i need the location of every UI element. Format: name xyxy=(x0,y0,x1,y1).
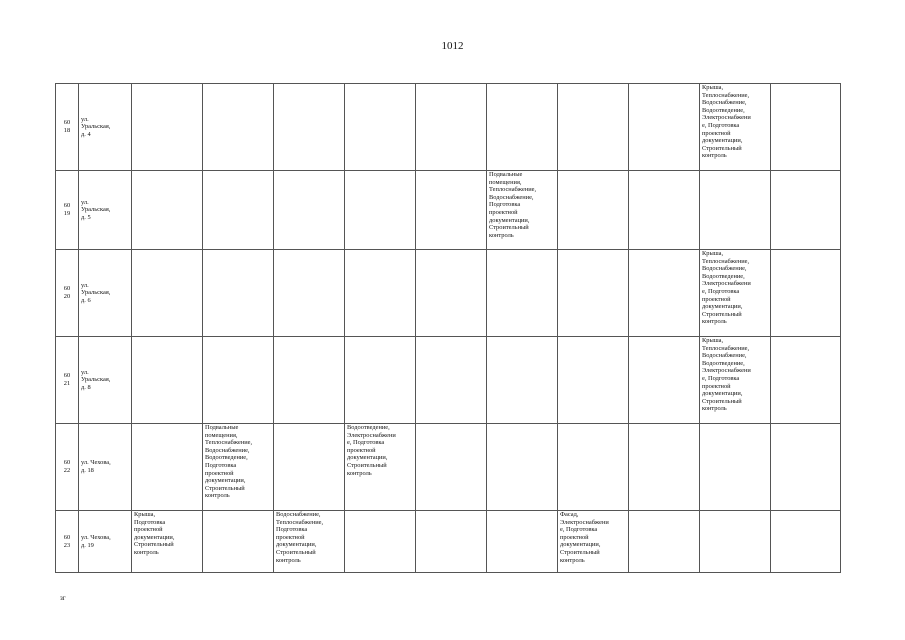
works-cell xyxy=(345,337,416,424)
works-cell xyxy=(416,250,487,337)
footer-mark: зг xyxy=(60,594,66,602)
works-cell xyxy=(345,250,416,337)
works-cell xyxy=(629,511,700,573)
works-cell xyxy=(132,250,203,337)
address-cell: ул. Уральская, д. 6 xyxy=(79,250,132,337)
works-cell xyxy=(203,511,274,573)
housing-works-table xyxy=(55,83,841,573)
works-cell xyxy=(558,84,629,171)
works-cell xyxy=(203,337,274,424)
works-cell xyxy=(558,337,629,424)
row-number-cell: 60 23 xyxy=(56,511,79,573)
works-cell: Крыша, Теплоснабжение, Водоснабжение, Водоотведение, Электроснабжени е, Подготовка проектной документации, Строительный контроль xyxy=(700,84,771,171)
works-cell: Подвальные помещения, Теплоснабжение, Водоснабжение, Водоотведение, Подготовка проектной документации, Строительный контроль xyxy=(203,424,274,511)
works-cell xyxy=(345,84,416,171)
works-cell xyxy=(771,424,841,511)
works-cell xyxy=(558,171,629,250)
works-cell xyxy=(629,337,700,424)
works-cell: Крыша, Подготовка проектной документации, Строительный контроль xyxy=(132,511,203,573)
works-cell xyxy=(203,250,274,337)
row-number-cell: 60 21 xyxy=(56,337,79,424)
works-cell xyxy=(700,511,771,573)
works-cell xyxy=(629,171,700,250)
address-cell: ул. Чехова, д. 19 xyxy=(79,511,132,573)
works-cell xyxy=(771,84,841,171)
address-cell: ул. Уральская, д. 4 xyxy=(79,84,132,171)
table-row xyxy=(56,84,841,171)
row-number-cell: 60 20 xyxy=(56,250,79,337)
works-cell xyxy=(274,84,345,171)
works-cell xyxy=(132,84,203,171)
works-cell: Крыша, Теплоснабжение, Водоснабжение, Водоотведение, Электроснабжени е, Подготовка проектной документации, Строительный контроль xyxy=(700,337,771,424)
table-row xyxy=(56,171,841,250)
row-number-cell: 60 18 xyxy=(56,84,79,171)
works-cell: Фасад, Электроснабжени е, Подготовка проектной документации, Строительный контроль xyxy=(558,511,629,573)
works-cell xyxy=(629,424,700,511)
row-number-cell: 60 22 xyxy=(56,424,79,511)
works-cell xyxy=(416,337,487,424)
works-cell xyxy=(416,171,487,250)
works-cell xyxy=(274,171,345,250)
works-cell xyxy=(345,171,416,250)
works-cell xyxy=(558,424,629,511)
works-cell: Водоотведение, Электроснабжени е, Подготовка проектной документации, Строительный контроль xyxy=(345,424,416,511)
works-cell: Крыша, Теплоснабжение, Водоснабжение, Водоотведение, Электроснабжени е, Подготовка проектной документации, Строительный контроль xyxy=(700,250,771,337)
table-row xyxy=(56,511,841,573)
works-cell xyxy=(487,250,558,337)
address-cell: ул. Уральская, д. 8 xyxy=(79,337,132,424)
works-cell xyxy=(416,511,487,573)
works-cell xyxy=(132,337,203,424)
table-row xyxy=(56,337,841,424)
works-cell xyxy=(132,171,203,250)
works-cell xyxy=(771,337,841,424)
works-cell xyxy=(487,337,558,424)
address-cell: ул. Уральская, д. 5 xyxy=(79,171,132,250)
works-cell xyxy=(558,250,629,337)
works-cell xyxy=(629,250,700,337)
works-cell xyxy=(416,84,487,171)
address-cell: ул. Чехова, д. 18 xyxy=(79,424,132,511)
works-cell xyxy=(132,424,203,511)
works-cell xyxy=(629,84,700,171)
row-number-cell: 60 19 xyxy=(56,171,79,250)
works-cell: Подвальные помещения, Теплоснабжение, Водоснабжение, Подготовка проектной документации, Строительный контроль xyxy=(487,171,558,250)
works-cell xyxy=(487,424,558,511)
works-cell xyxy=(487,84,558,171)
works-cell xyxy=(416,424,487,511)
works-cell xyxy=(203,171,274,250)
works-cell xyxy=(700,424,771,511)
table-row xyxy=(56,250,841,337)
table-row xyxy=(56,424,841,511)
works-cell xyxy=(274,337,345,424)
works-cell xyxy=(274,250,345,337)
works-cell xyxy=(487,511,558,573)
page-number: 1012 xyxy=(441,40,464,52)
works-cell: Водоснабжение, Теплоснабжение, Подготовка проектной документации, Строительный контроль xyxy=(274,511,345,573)
works-cell xyxy=(771,250,841,337)
works-cell xyxy=(771,171,841,250)
works-cell xyxy=(274,424,345,511)
works-cell xyxy=(771,511,841,573)
works-cell xyxy=(700,171,771,250)
works-cell xyxy=(345,511,416,573)
works-cell xyxy=(203,84,274,171)
